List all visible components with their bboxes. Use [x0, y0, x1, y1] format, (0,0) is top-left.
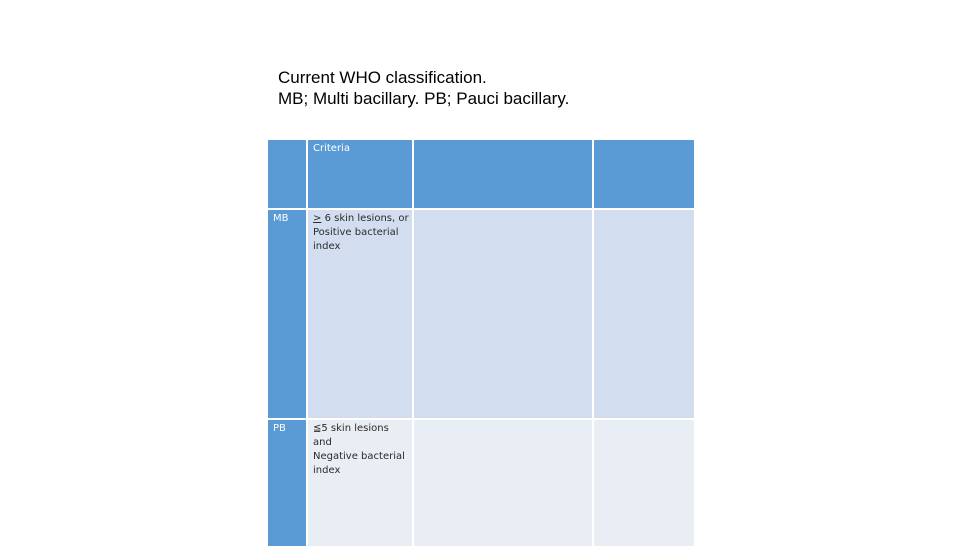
header-cell-3: [413, 139, 593, 209]
table-header-row: [267, 139, 695, 209]
title-line-2: MB; Multi bacillary. PB; Pauci bacillary.: [278, 89, 570, 108]
header-cell-criteria: Criteria: [307, 139, 413, 209]
pb-cell-4: [593, 419, 695, 547]
who-classification-table: [266, 138, 696, 548]
criteria-mb-ge-symbol: >: [313, 213, 322, 224]
criteria-pb-line-2: and: [313, 437, 332, 448]
criteria-pb-line-4: index: [313, 465, 341, 476]
row-label-mb: MB: [267, 209, 307, 419]
criteria-mb-line-2: Positive bacterial: [313, 227, 399, 238]
header-cell-4: [593, 139, 695, 209]
criteria-pb-line-1: ≦5 skin lesions: [313, 423, 389, 434]
header-cell-blank: [267, 139, 307, 209]
criteria-cell-pb: [307, 419, 413, 547]
mb-cell-3: [413, 209, 593, 419]
criteria-mb-line-1-text: 6 skin lesions, or: [321, 213, 409, 224]
row-label-pb: PB: [267, 419, 307, 547]
criteria-mb-line-3: index: [313, 241, 341, 252]
criteria-pb-line-3: Negative bacterial: [313, 451, 405, 462]
mb-cell-4: [593, 209, 695, 419]
slide-title: [278, 67, 569, 109]
table-row-mb: [267, 209, 695, 419]
table-row-pb: [267, 419, 695, 547]
pb-cell-3: [413, 419, 593, 547]
criteria-mb-line-1: [313, 212, 407, 226]
title-line-1: Current WHO classification.: [278, 68, 487, 87]
criteria-cell-mb: [307, 209, 413, 419]
